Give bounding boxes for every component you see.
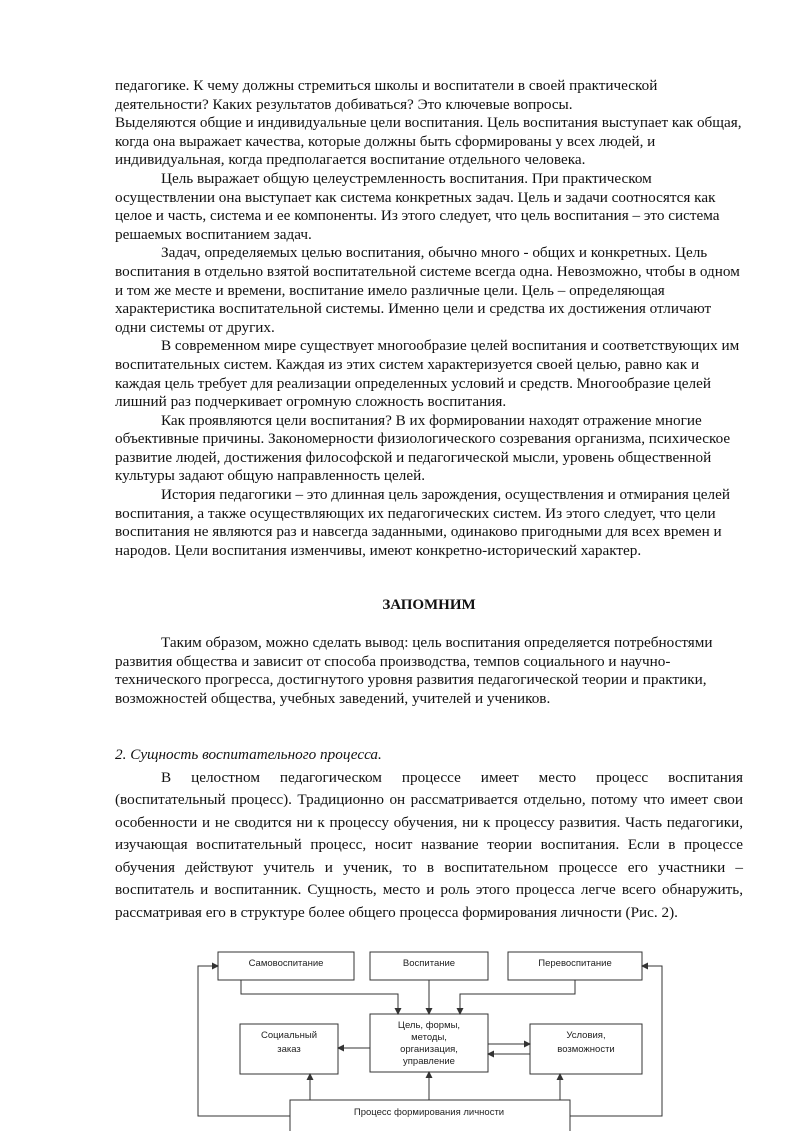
- top-text: [115, 77, 743, 560]
- conditions-label-2: возможности: [557, 1044, 615, 1055]
- self-education-label: Самовоспитание: [248, 958, 324, 969]
- section-2: [115, 744, 743, 924]
- diagram-figure: [0, 940, 800, 1131]
- section-heading: 2. Сущность воспитательного процесса.: [115, 746, 382, 763]
- conditions-label-1: Условия,: [566, 1030, 606, 1041]
- center-label-2: методы,: [411, 1032, 447, 1043]
- paragraph: В современном мире существует многообразие целей воспитания и соответствующих им воспитательных систем. Каждая из этих систем характеризуется своей целью, равно как и каждая цель требует для реализации определенных условий и средств. Многообразие целей лишний раз подчеркивает огромную сложность воспитания.: [115, 337, 740, 411]
- paragraph: Как проявляются цели воспитания? В их формировании находят отражение многие объективные причины. Закономерности физиологического созревания организма, психическое развитие людей, достижения философской и педагогической мысли, уровень общественной культуры задают общую направленность целей.: [115, 411, 731, 485]
- self-to-center-arrow: [241, 980, 398, 1014]
- social-order-label-1: Социальный: [260, 1030, 318, 1041]
- paragraph: Выделяются общие и индивидуальные цели воспитания. Цель воспитания выступает как общая, когда она выражает качества, которые должны быть сформированы у всех людей, и индивидуальная, когда предполагается воспитание отдельного человека.: [115, 114, 742, 169]
- conclusion-paragraph: Таким образом, можно сделать вывод: цель воспитания определяется потребностями развития общества и зависит от способа производства, темпов социального и научно-технического прогресса, достигнутого уровня развития педагогической теории и практики, возможностей общества, учебных заведений, учителей и учеников.: [115, 634, 713, 707]
- center-label-1: Цель, формы,: [397, 1020, 461, 1031]
- personality-label: Процесс формирования личности: [353, 1107, 505, 1118]
- reeducation-to-center-arrow: [460, 980, 575, 1014]
- paragraph: Задач, определяемых целью воспитания, обычно много - общих и конкретных. Цель воспитания в отдельно взятой воспитательной системе всегда одна. Невозможно, чтобы в одном и том же месте и времени, воспитание имело различные цели. Цель – определяющая характеристика воспитательной системы. Именно цели и средства их достижения отличают одни системы от других.: [115, 244, 740, 336]
- center-label-3: организация,: [400, 1044, 458, 1055]
- paragraph: История педагогики – это длинная цель зарождения, осуществления и отмирания целей воспитания, а также осуществляющих их педагогических систем. Из этого следует, что цели воспитания не являются раз и навсегда заданными, одинаково пригодными для всех времен и народов. Цели воспитания изменчивы, имеют конкретно-исторический характер.: [115, 486, 730, 559]
- section-paragraph: В целостном педагогическом процессе имеет место процесс воспитания (воспитательный процесс). Традиционно он рассматривается отдельно, потому что имеет свои особенности и не сводится ни к процессу обучения, ни к процессу развития. Часть педагогики, изучающая воспитательный процесс, носит название теории воспитания. Если в процессе обучения действуют учитель и ученик, то в воспитательном процессе его участники – воспитатель и воспитанник. Сущность, место и роль этого процесса легче всего обнаружить, рассматривая его в структуре более общего процесса формирования личности (Рис. 2).: [115, 768, 743, 921]
- center-label-4: управление: [403, 1056, 455, 1067]
- education-label: Воспитание: [402, 958, 456, 969]
- conclusion-block: [115, 634, 743, 708]
- remember-heading: ЗАПОМНИМ: [382, 597, 476, 613]
- paragraph: педагогике. К чему должны стремиться школы и воспитатели в своей практической деятельности? Каких результатов добиваться? Это ключевые вопросы.: [115, 77, 658, 113]
- paragraph: Цель выражает общую целеустремленность воспитания. При практическом осуществлении она выступает как система конкретных задач. Цель и задачи соотносятся как целое и часть, система и ее компоненты. Из этого следует, что цель воспитания – это система решаемых воспитанием задач.: [115, 169, 720, 243]
- reeducation-label: Перевоспитание: [538, 958, 612, 969]
- social-order-label-2: заказ: [277, 1044, 301, 1055]
